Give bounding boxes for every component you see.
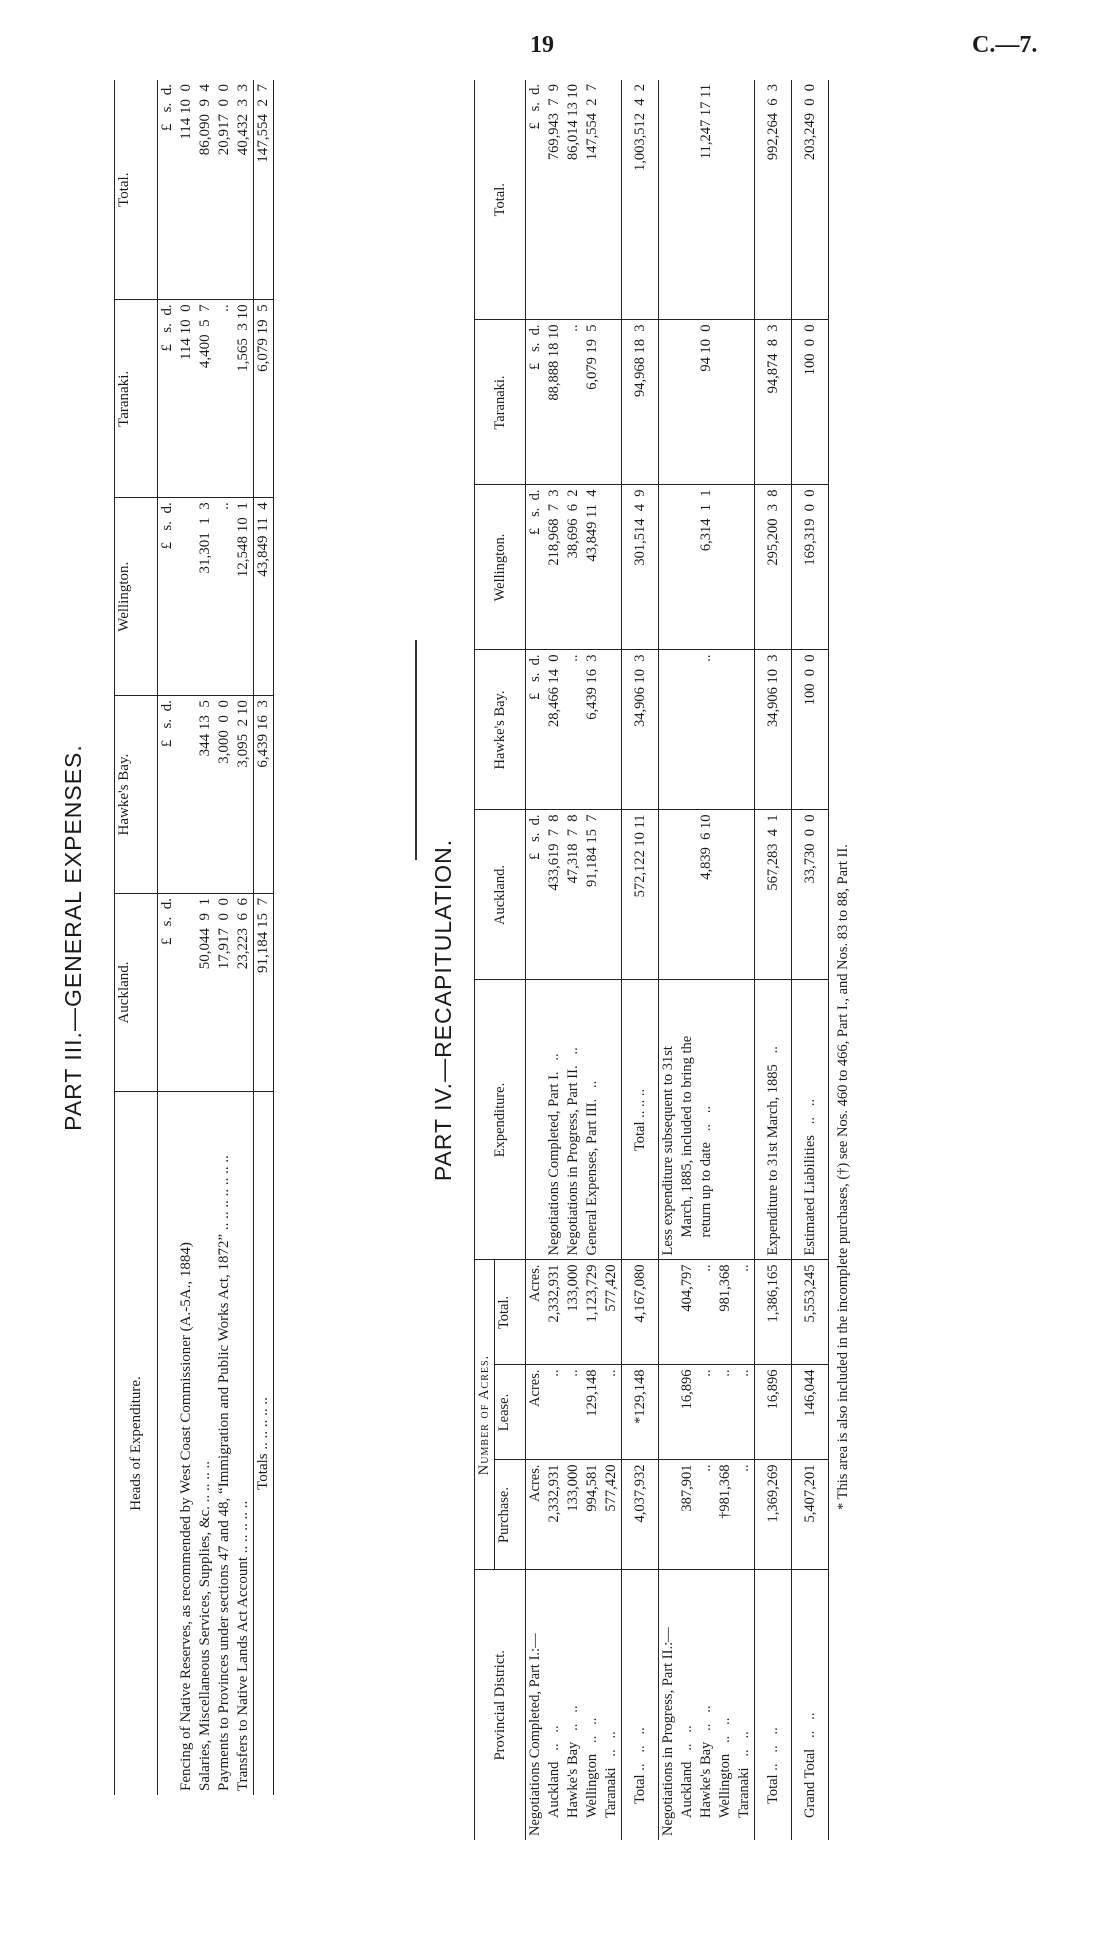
cell-value: 94 10 0 — [697, 320, 716, 485]
cell-value: 4,400 5 7 — [196, 300, 215, 498]
table-row — [177, 80, 196, 1795]
part4-header-row1 — [475, 80, 495, 1840]
cell-value: 47,318 7 8 — [564, 810, 583, 980]
cell-value: 86,090 9 4 — [196, 80, 215, 300]
total-value: *129,148 — [622, 1365, 659, 1460]
unit-label: £ s. d. — [158, 696, 178, 894]
cell-value: .. — [697, 1260, 716, 1365]
cell-value: 133,000 — [564, 1460, 583, 1570]
col-lease: Lease. — [495, 1365, 526, 1460]
col-total: Total. — [495, 1260, 526, 1365]
cell-value: 577,420 — [602, 1260, 622, 1365]
cell-value: 23,223 6 6 — [234, 894, 254, 1092]
liabilities-label: Estimated Liabilities .. .. — [792, 980, 829, 1260]
total-label: Total .. .. .. — [764, 1727, 781, 1804]
col-auckland: Auckland. — [475, 810, 526, 980]
unit-label: Acres. — [526, 1460, 546, 1570]
cell-value: .. — [564, 1365, 583, 1460]
cell-value: 20,917 0 0 — [215, 80, 234, 300]
cell-value: 114 10 0 — [177, 80, 196, 300]
cell-value: 3,000 0 0 — [215, 696, 234, 894]
group-label: Negotiations Completed, Part I.:— — [527, 1633, 543, 1836]
table-row — [697, 80, 716, 1840]
total-value: 43,849 11 4 — [254, 498, 274, 696]
cell-value: .. — [602, 1365, 622, 1460]
unit-label: £ s. d. — [158, 894, 178, 1092]
cell-value: .. — [215, 498, 234, 696]
cell-value: 6,079 19 5 — [583, 320, 602, 485]
total-value: 146,044 — [792, 1365, 829, 1460]
district-name: Hawke's Bay .. .. — [698, 1705, 714, 1818]
total-value: 34,906 10 3 — [755, 650, 792, 810]
cell-value: .. — [735, 1260, 755, 1365]
unit-label: Acres. — [526, 1365, 546, 1460]
total-value: 992,264 6 3 — [755, 80, 792, 320]
table-row — [564, 80, 583, 1840]
row-head: Salaries, Miscellaneous Services, Supplies, &c. .. .. .. .. — [197, 1461, 213, 1791]
total-value: 91,184 15 7 — [254, 894, 274, 1092]
total-value: 572,122 10 11 — [622, 810, 659, 980]
total-value: 567,283 4 1 — [755, 810, 792, 980]
less-line: Less expenditure subsequent to 31st — [659, 980, 679, 1260]
table-row — [215, 80, 234, 1795]
total-value: 34,906 10 3 — [622, 650, 659, 810]
cell-value: 344 13 5 — [196, 696, 215, 894]
cell-value: †981,368 — [716, 1460, 735, 1570]
total-value: 1,003,512 4 2 — [622, 80, 659, 320]
part3-col-heads: Heads of Expenditure. — [127, 1376, 144, 1511]
col-purchase: Purchase. — [495, 1460, 526, 1570]
cell-value: 114 10 0 — [177, 300, 196, 498]
total-value: 4,037,932 — [622, 1460, 659, 1570]
cell-value: 12,548 10 1 — [234, 498, 254, 696]
cell-value: .. — [735, 1460, 755, 1570]
unit-label: £ s. d. — [526, 810, 546, 980]
exp-label: Negotiations Completed, Part I. .. — [545, 980, 564, 1260]
cell-value: 16,896 — [678, 1365, 697, 1460]
cell-value: 28,466 14 0 — [545, 650, 564, 810]
unit-label: £ s. d. — [526, 650, 546, 810]
total-value: 94,968 18 3 — [622, 320, 659, 485]
total-value: 295,200 3 8 — [755, 485, 792, 650]
cell-value — [177, 696, 196, 894]
cell-value: 981,368 — [716, 1260, 735, 1365]
cell-value: 387,901 — [678, 1460, 697, 1570]
district-name: Taranaki .. .. — [736, 1731, 752, 1818]
table-row — [659, 80, 679, 1840]
cell-value: 40,432 3 3 — [234, 80, 254, 300]
total-value: 1,386,165 — [755, 1260, 792, 1365]
total-value: 100 0 0 — [792, 650, 829, 810]
district-name: Wellington .. .. — [584, 1717, 600, 1818]
part3-header-row — [115, 80, 158, 1795]
cell-value: 577,420 — [602, 1460, 622, 1570]
grand-total-row — [792, 80, 829, 1840]
cell-value: .. — [564, 320, 583, 485]
less-line: return up to date .. .. — [697, 980, 716, 1260]
grand-total-label: Grand Total .. .. — [801, 1712, 818, 1818]
exp-total-label: Total .. .. .. — [622, 980, 659, 1260]
cell-value: .. — [697, 1460, 716, 1570]
table-row — [234, 80, 254, 1795]
unit-label: £ s. d. — [158, 498, 178, 696]
total-value: 100 0 0 — [792, 320, 829, 485]
total-value: 5,407,201 — [792, 1460, 829, 1570]
total-value: 16,896 — [755, 1365, 792, 1460]
cell-value: .. — [716, 1365, 735, 1460]
cell-value: 50,044 9 1 — [196, 894, 215, 1092]
total-row — [755, 80, 792, 1840]
cell-value: 1,565 3 10 — [234, 300, 254, 498]
total-value: 301,514 4 9 — [622, 485, 659, 650]
cell-value: 2,332,931 — [545, 1460, 564, 1570]
cell-value: 6,439 16 3 — [583, 650, 602, 810]
footnote: * This area is also included in the incomplete purchases, (†) see Nos. 460 to 466, Part I., and Nos. 83 to 88, Part II. — [835, 844, 851, 1510]
total-value: 147,554 2 7 — [254, 80, 274, 300]
cell-value: 433,619 7 8 — [545, 810, 564, 980]
unit-label: Acres. — [526, 1260, 546, 1365]
district-name: Auckland .. .. — [679, 1725, 695, 1818]
cell-value: 43,849 11 4 — [583, 485, 602, 650]
total-value: 1,369,269 — [755, 1460, 792, 1570]
table-row — [716, 80, 735, 1840]
district-name: Taranaki .. .. — [603, 1731, 619, 1818]
total-value: 6,079 19 5 — [254, 300, 274, 498]
cell-value: .. — [697, 1365, 716, 1460]
unit-label: £ s. d. — [526, 485, 546, 650]
district-name: Hawke's Bay .. .. — [565, 1705, 581, 1818]
exp-label: General Expenses, Part III. .. — [583, 980, 602, 1260]
col-province: Provincial District. — [475, 1570, 526, 1840]
col-number-of-acres: Number of Acres. — [475, 1260, 495, 1570]
cell-value: 38,696 6 2 — [564, 485, 583, 650]
part3-units-row — [158, 80, 178, 1795]
cell-value: 404,797 — [678, 1260, 697, 1365]
total-value: 5,553,245 — [792, 1260, 829, 1365]
total-row — [622, 80, 659, 1840]
total-value: 203,249 0 0 — [792, 80, 829, 320]
total-value: 33,730 0 0 — [792, 810, 829, 980]
table-row — [583, 80, 602, 1840]
total-label: Total .. .. .. — [631, 1727, 648, 1804]
cell-value: 17,917 0 0 — [215, 894, 234, 1092]
cell-value: 1,123,729 — [583, 1260, 602, 1365]
part3-title: PART III.—GENERAL EXPENSES. — [60, 744, 86, 1131]
cell-value: 133,000 — [564, 1260, 583, 1365]
total-value: 169,319 0 0 — [792, 485, 829, 650]
part3-col-taranaki: Taranaki. — [115, 300, 158, 498]
table-row — [602, 80, 622, 1840]
part3-col-hawkes: Hawke's Bay. — [115, 696, 158, 894]
cell-value: 147,554 2 7 — [583, 80, 602, 320]
totals-row — [254, 80, 274, 1795]
unit-label: £ s. d. — [526, 80, 546, 320]
part3-col-total: Total. — [115, 80, 158, 300]
section-divider — [415, 640, 417, 860]
part4-table — [474, 80, 829, 1840]
table-row — [526, 80, 546, 1840]
exp-to-date-label: Expenditure to 31st March, 1885 .. — [755, 980, 792, 1260]
cell-value: .. — [735, 1365, 755, 1460]
totals-label: Totals .. .. .. .. .. — [255, 1397, 271, 1490]
cell-value: .. — [697, 650, 716, 810]
col-expenditure: Expenditure. — [475, 980, 526, 1260]
document-reference: C.—7. — [972, 32, 1038, 58]
table-row — [735, 80, 755, 1840]
cell-value: 129,148 — [583, 1365, 602, 1460]
cell-value: 11,247 17 11 — [697, 80, 716, 320]
col-taranaki: Taranaki. — [475, 320, 526, 485]
cell-value: 86,014 13 10 — [564, 80, 583, 320]
cell-value — [177, 894, 196, 1092]
page-number: 19 — [530, 32, 554, 58]
part4-section — [430, 80, 990, 1840]
cell-value: 769,943 7 9 — [545, 80, 564, 320]
cell-value: 2,332,931 — [545, 1260, 564, 1365]
row-head: Fencing of Native Reserves, as recommended by West Coast Commissioner (A.-5A., 1884) — [178, 1242, 194, 1791]
cell-value: .. — [215, 300, 234, 498]
part4-title: PART IV.—RECAPITULATION. — [430, 838, 456, 1182]
part3-section — [60, 80, 300, 1795]
cell-value: 994,581 — [583, 1460, 602, 1570]
table-row — [545, 80, 564, 1840]
cell-value: 3,095 2 10 — [234, 696, 254, 894]
cell-value: 6,314 1 1 — [697, 485, 716, 650]
exp-label: Negotiations in Progress, Part II. .. — [564, 980, 583, 1260]
cell-value: 4,839 6 10 — [697, 810, 716, 980]
district-name: Wellington .. .. — [717, 1717, 733, 1818]
col-wellington: Wellington. — [475, 485, 526, 650]
row-head: Payments to Provinces under sections 47 and 48, “Immigration and Public Works Act, 1872” .. .. .. .. .. .. .. — [216, 1155, 232, 1791]
part3-table — [114, 80, 274, 1795]
group-label: Negotiations in Progress, Part II.:— — [660, 1627, 676, 1836]
cell-value — [177, 498, 196, 696]
unit-label: £ s. d. — [158, 300, 178, 498]
cell-value: .. — [545, 1365, 564, 1460]
table-row — [196, 80, 215, 1795]
part3-col-auckland: Auckland. — [115, 894, 158, 1092]
cell-value: 88,888 18 10 — [545, 320, 564, 485]
cell-value: 91,184 15 7 — [583, 810, 602, 980]
col-hawkes: Hawke's Bay. — [475, 650, 526, 810]
unit-label: £ s. d. — [526, 320, 546, 485]
less-line: March, 1885, included to bring the — [678, 980, 697, 1260]
district-name: Auckland .. .. — [546, 1725, 562, 1818]
row-head: Transfers to Native Lands Act Account .. .. .. .. .. — [235, 1500, 251, 1791]
unit-label: £ s. d. — [158, 80, 178, 300]
total-value: 4,167,080 — [622, 1260, 659, 1365]
part3-col-wellington: Wellington. — [115, 498, 158, 696]
cell-value: 31,301 1 3 — [196, 498, 215, 696]
col-total-money: Total. — [475, 80, 526, 320]
total-value: 6,439 16 3 — [254, 696, 274, 894]
cell-value: .. — [564, 650, 583, 810]
total-value: 94,874 8 3 — [755, 320, 792, 485]
table-row — [678, 80, 697, 1840]
cell-value: 218,968 7 3 — [545, 485, 564, 650]
